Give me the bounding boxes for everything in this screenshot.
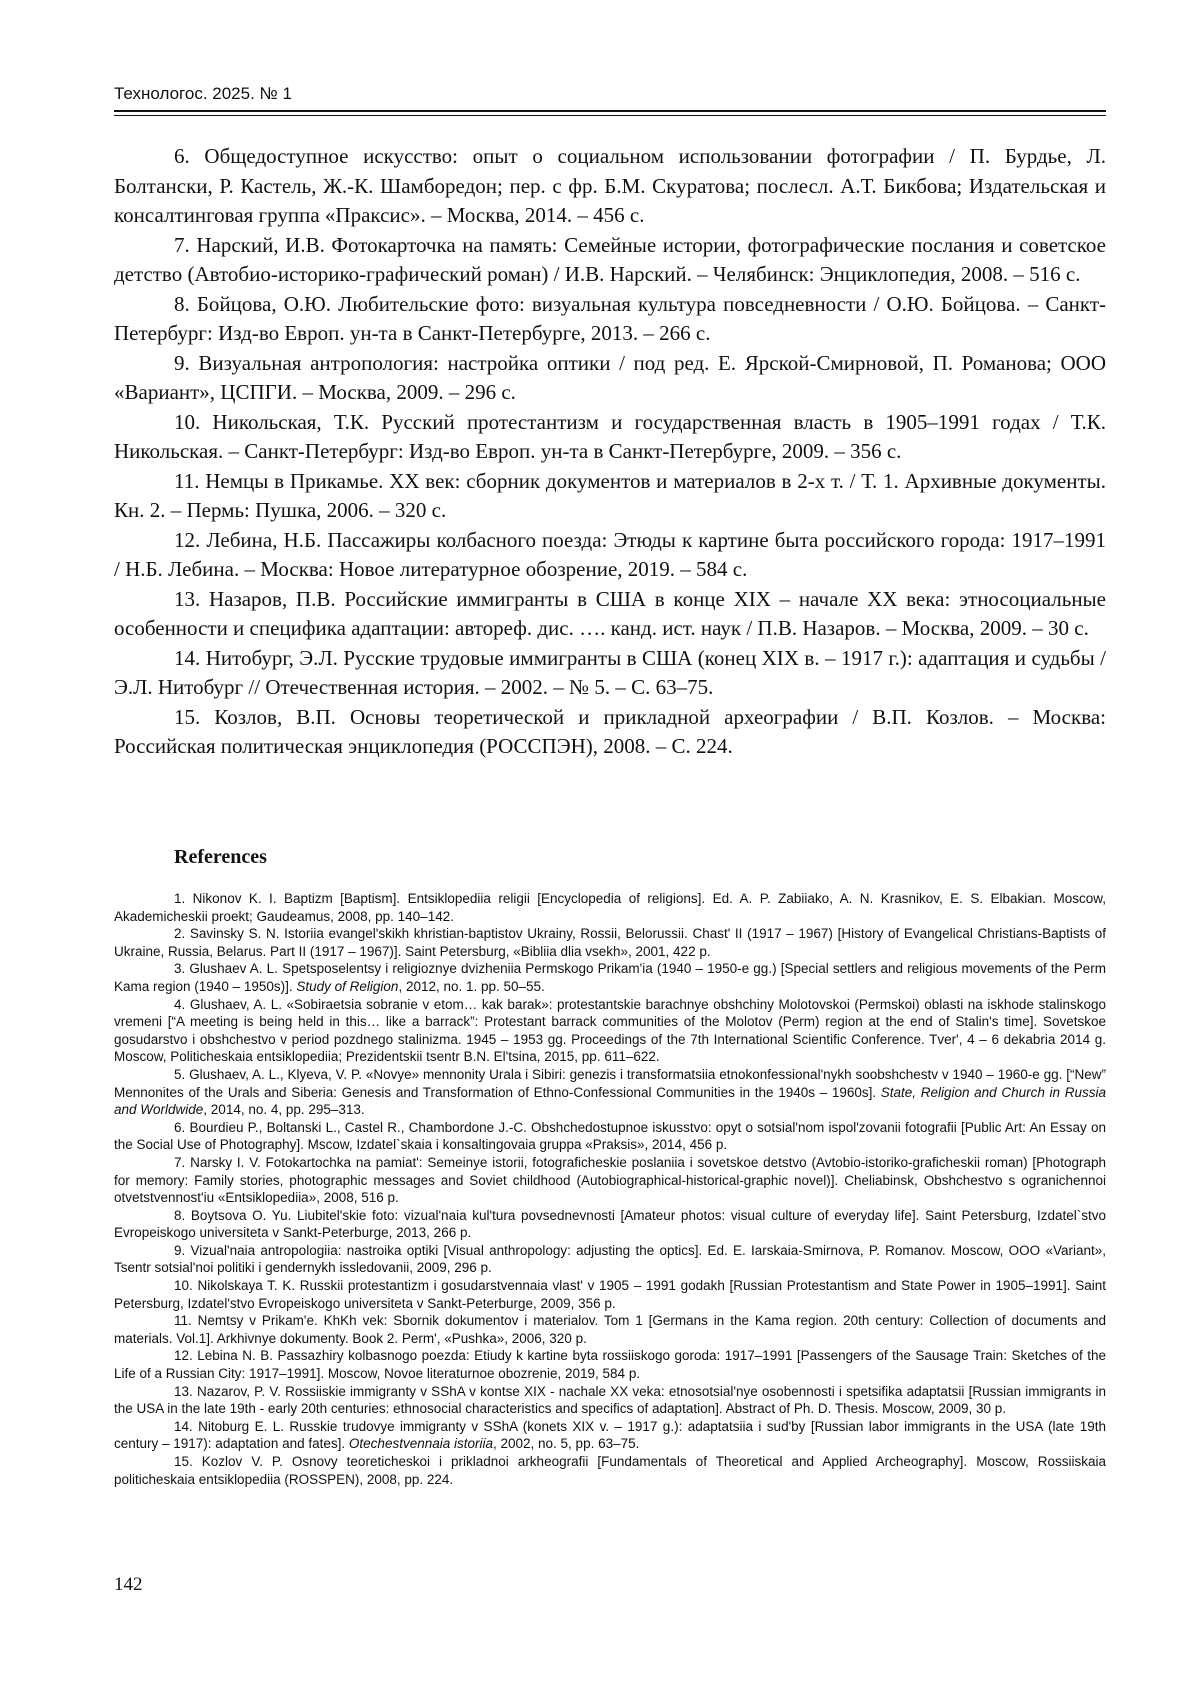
reference-item: 8. Boytsova O. Yu. Liubitel'skie foto: vizual'naia kul'tura povsednevnosti [Amateur photos: visual culture of everyday life]. Saint Petersburg, Izdatel`stvo Evropeiskogo universiteta v Sankt-Peterburge, 2013, 266 p. [114,1207,1106,1241]
source-item: 13. Назаров, П.В. Российские иммигранты в США в конце XIX – начале XX века: этносоциальные особенности и специфика адаптации: автореф. дис. …. канд. ист. наук / П.В. Назаров. – Москва, 2009. – 30 с. [114,586,1106,640]
source-item: 7. Нарский, И.В. Фотокарточка на память: Семейные истории, фотографические послания и советское детство (Автобио-историко-графический роман) / И.В. Нарский. – Челябинск: Энциклопедия, 2008. – 516 с. [114,232,1106,286]
page-number: 142 [114,1574,143,1595]
reference-item: 3. Glushaev A. L. Spetsposelentsy i religioznye dvizheniia Permskogo Prikam'ia (1940 – 1950-e gg.) [Special settlers and religious movements of the Perm Kama region (1940 – 1950s)]. Study of Religion, 2012, no. 1. pp. 50–55. [114,961,1106,994]
reference-item: 14. Nitoburg E. L. Russkie trudovye immigranty v SShA (konets XIX v. – 1917 g.): adaptatsiia i sud'by [Russian labor immigrants in the USA (late 19th century – 1917): adaptation and fates]. Otechestvennaia istoriia, 2002, no. 5, pp. 63–75. [114,1418,1106,1452]
reference-item: 13. Nazarov, P. V. Rossiiskie immigranty v SShA v kontse XIX - nachale XX veka: etnosotsial'nye osobennosti i spetsifika adaptatsii [Russian immigrants in the USA in the late 19th - early 20th centuries: ethnosocial characteristics and specifics of adaptation]. Abstract of Ph. D. Thesis. Moscow, 2009, 30 p. [114,1383,1106,1417]
reference-item: 11. Nemtsy v Prikam'e. KhKh vek: Sbornik dokumentov i materialov. Tom 1 [Germans in the Kama region. 20th century: Collection of documents and materials. Vol.1]. Arkhivnye dokumenty. Book 2. Perm', «Pushka», 2006, 320 p. [114,1313,1106,1346]
reference-item: 15. Kozlov V. P. Osnovy teoreticheskoi i prikladnoi arkheografii [Fundamentals of Theoretical and Applied Archeography]. Moscow, Rossiiskaia politicheskaia entsiklopediia (ROSSPEN), 2008, pp. 224. [114,1454,1106,1487]
reference-item: 2. Savinsky S. N. Istoriia evangel'skikh khristian-baptistov Ukrainy, Rossii, Belorussii. Chast' II (1917 – 1967) [History of Evangelical Christians-Baptists of Ukraine, Russia, Belarus. Part II (1917 – 1967)]. Saint Petersburg, «Bibliia dlia vsekh», 2001, 422 p. [114,926,1106,959]
reference-item: 7. Narsky I. V. Fotokartochka na pamiat': Semeinye istorii, fotograficheskie poslaniia i sovetskoe detstvo (Avtobio-istoriko-graficheskii roman) [Photograph for memory: Family stories, photographic messages and Soviet childhood (Autobiographical-historical-graphic novel)]. Cheliabinsk, Obshchestvo s ogranichennoi otvetstvennost'iu «Entsiklopediia», 2008, 516 p. [114,1154,1106,1206]
reference-item: 4. Glushaev, A. L. «Sobiraetsia sobranie v etom… kak barak»: protestantskie barachnye obshchiny Molotovskoi (Permskoi) oblasti na iskhode stalinskogo vremeni [“A meeting is being held in this… like a barrack”: Protestant barrack communities of the Molotov (Perm) region at the end of Stalin's time]. Sovetskoe gosudarstvo i obshchestvo v period pozdnego stalinizma. 1945 – 1953 gg. Proceedings of the 7th International Scientific Conference. Tver', 4 – 6 dekabria 2014 g. Moscow, Politicheskaia entsiklopediia; Prezidentskii tsentr B.N. El'tsina, 2015, pp. 611–622. [114,996,1106,1065]
russian-source-list [114,142,1106,762]
source-item: 11. Немцы в Прикамье. XX век: сборник документов и материалов в 2-х т. / Т. 1. Архивные документы. Кн. 2. – Пермь: Пушка, 2006. – 320 с. [114,468,1106,522]
references-list [114,890,1106,1488]
source-item: 10. Никольская, Т.К. Русский протестантизм и государственная власть в 1905–1991 годах / Т.К. Никольская. – Санкт-Петербург: Изд-во Европ. ун-та в Санкт-Петербурге, 2009. – 356 с. [114,409,1106,463]
header-double-rule [114,110,1106,116]
running-header [114,84,1106,116]
source-item: 6. Общедоступное искусство: опыт о социальном использовании фотографии / П. Бурдье, Л. Болтански, Р. Кастель, Ж.-К. Шамборедон; пер. с фр. Б.М. Скуратова; послесл. А.Т. Бикбова; Издательская и консалтинговая группа «Праксис». – Москва, 2014. – 456 с. [114,144,1106,227]
reference-item: 5. Glushaev, A. L., Klyeva, V. P. «Novye» mennonity Urala i Sibiri: genezis i transformatsiia etnokonfessional'nykh soobshchestv v 1940 – 1960-e gg. [“New” Mennonites of the Urals and Siberia: Genesis and Transformation of Ethno-Confessional Communities in the 1940s – 1960s]. State, Religion and Church in Russia and Worldwide, 2014, no. 4, pp. 295–313. [114,1066,1106,1118]
source-item: 15. Козлов, В.П. Основы теоретической и прикладной археографии / В.П. Козлов. – Москва: Российская политическая энциклопедия (РОССПЭН), 2008. – С. 224. [114,704,1106,758]
reference-item: 9. Vizual'naia antropologiia: nastroika optiki [Visual anthropology: adjusting the optics]. Ed. E. Iarskaia-Smirnova, P. Romanov. Moscow, OOO «Variant», Tsentr sotsial'noi politiki i gendernykh issledovanii, 2009, 296 p. [114,1242,1106,1276]
reference-item: 1. Nikonov K. I. Baptizm [Baptism]. Entsiklopediia religii [Encyclopedia of religions]. Ed. A. P. Zabiiako, A. N. Krasnikov, E. S. Elbakian. Moscow, Akademicheskii proekt; Gaudeamus, 2008, pp. 140–142. [114,891,1106,924]
source-item: 14. Нитобург, Э.Л. Русские трудовые иммигранты в США (конец XIX в. – 1917 г.): адаптация и судьбы / Э.Л. Нитобург // Отечественная история. – 2002. – № 5. – С. 63–75. [114,645,1106,699]
journal-title: Технологос. 2025. № 1 [114,84,292,103]
source-item: 12. Лебина, Н.Б. Пассажиры колбасного поезда: Этюды к картине быта российского города: 1917–1991 / Н.Б. Лебина. – Москва: Новое литературное обозрение, 2019. – 584 с. [114,527,1106,581]
reference-item: 10. Nikolskaya T. K. Russkii protestantizm i gosudarstvennaia vlast' v 1905 – 1991 godakh [Russian Protestantism and State Power in 1905–1991]. Saint Petersburg, Izdatel'stvo Evropeiskogo universiteta v Sankt-Peterburge, 2009, 356 p. [114,1278,1106,1311]
source-item: 8. Бойцова, О.Ю. Любительские фото: визуальная культура повседневности / О.Ю. Бойцова. – Санкт-Петербург: Изд-во Европ. ун-та в Санкт-Петербурге, 2013. – 266 с. [114,291,1106,345]
reference-item: 6. Bourdieu P., Boltanski L., Castel R., Chambordone J.-C. Obshchedostupnoe iskusstvo: opyt o sotsial'nom ispol'zovanii fotografii [Public Art: An Essay on the Social Use of Photography]. Mscow, Izdatel`skaia i konsaltingovaia gruppa «Praksis», 2014, 456 p. [114,1119,1106,1153]
source-item: 9. Визуальная антропология: настройка оптики / под ред. Е. Ярской-Смирновой, П. Романова; ООО «Вариант», ЦСПГИ. – Москва, 2009. – 296 с. [114,350,1106,404]
references-heading: References [174,846,267,868]
reference-item: 12. Lebina N. B. Passazhiry kolbasnogo poezda: Etiudy k kartine byta rossiiskogo goroda: 1917–1991 [Passengers of the Sausage Train: Sketches of the Life of a Russian City: 1917–1991]. Moscow, Novoe literaturnoe obozrenie, 2019, 584 p. [114,1348,1106,1382]
